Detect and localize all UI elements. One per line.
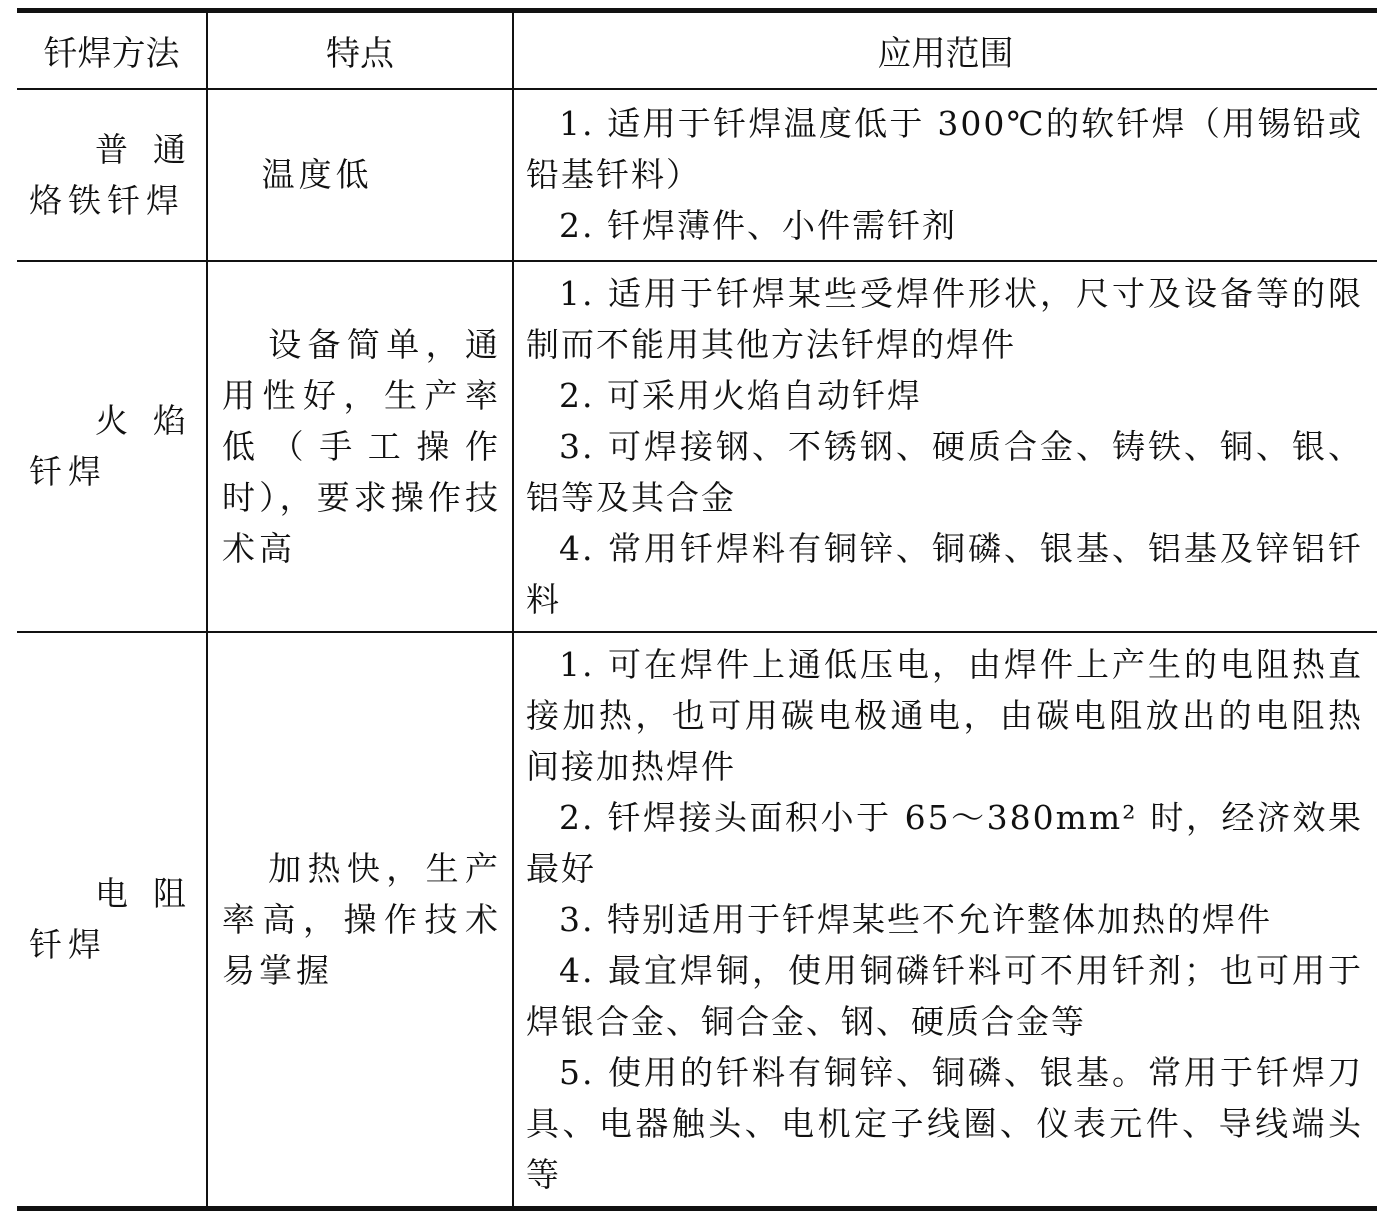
scope-item: 4. 最宜焊铜，使用铜磷钎料可不用钎剂；也可用于焊银合金、铜合金、钢、硬质合金等 [526, 950, 1363, 1041]
scope-item: 3. 特别适用于钎焊某些不允许整体加热的焊件 [559, 899, 1272, 939]
table-row [17, 89, 1377, 261]
scope-item: 5. 使用的钎料有铜锌、铜磷、银基。常用于钎焊刀具、电器触头、电机定子线圈、仪表元件、导线端头等 [526, 1052, 1363, 1194]
header-row [17, 11, 1377, 89]
header-scope: 应用范围 [513, 11, 1377, 89]
feature-cell: 加热快，生产率高，操作技术易掌握 [207, 632, 513, 1209]
scope-item: 1. 可在焊件上通低压电，由焊件上产生的电阻热直接加热，也可用碳电极通电，由碳电阻放出的电阻热间接加热焊件 [526, 644, 1363, 786]
scope-item: 2. 钎焊薄件、小件需钎剂 [559, 206, 957, 245]
header-method: 钎焊方法 [17, 11, 207, 89]
table-row [17, 261, 1377, 632]
method-cell: 电阻钎焊 [17, 632, 207, 1209]
table-header [17, 11, 1377, 89]
scope-item: 4. 常用钎焊料有铜锌、铜磷、银基、铝基及锌铝钎料 [526, 528, 1363, 619]
scope-item: 2. 可采用火焰自动钎焊 [559, 375, 922, 415]
scope-cell [513, 89, 1377, 261]
brazing-methods-table [17, 8, 1377, 1211]
scope-item: 3. 可焊接钢、不锈钢、硬质合金、铸铁、铜、银、铝等及其合金 [526, 426, 1363, 517]
feature-cell: 设备简单，通用性好，生产率低（手工操作时），要求操作技术高 [207, 261, 513, 632]
table-row [17, 632, 1377, 1209]
brazing-methods-table-container [17, 8, 1377, 1211]
feature-cell: 温度低 [207, 89, 513, 261]
scope-item: 1. 适用于钎焊温度低于 300℃的软钎焊（用锡铅或铅基钎料） [526, 104, 1363, 194]
table-body [17, 89, 1377, 1209]
scope-cell [513, 261, 1377, 632]
method-cell: 普通烙铁钎焊 [17, 89, 207, 261]
scope-item: 1. 适用于钎焊某些受焊件形状，尺寸及设备等的限制而不能用其他方法钎焊的焊件 [526, 273, 1363, 364]
method-cell: 火焰钎焊 [17, 261, 207, 632]
header-feature: 特点 [207, 11, 513, 89]
scope-item: 2. 钎焊接头面积小于 65～380mm² 时，经济效果最好 [526, 797, 1363, 888]
scope-cell [513, 632, 1377, 1209]
